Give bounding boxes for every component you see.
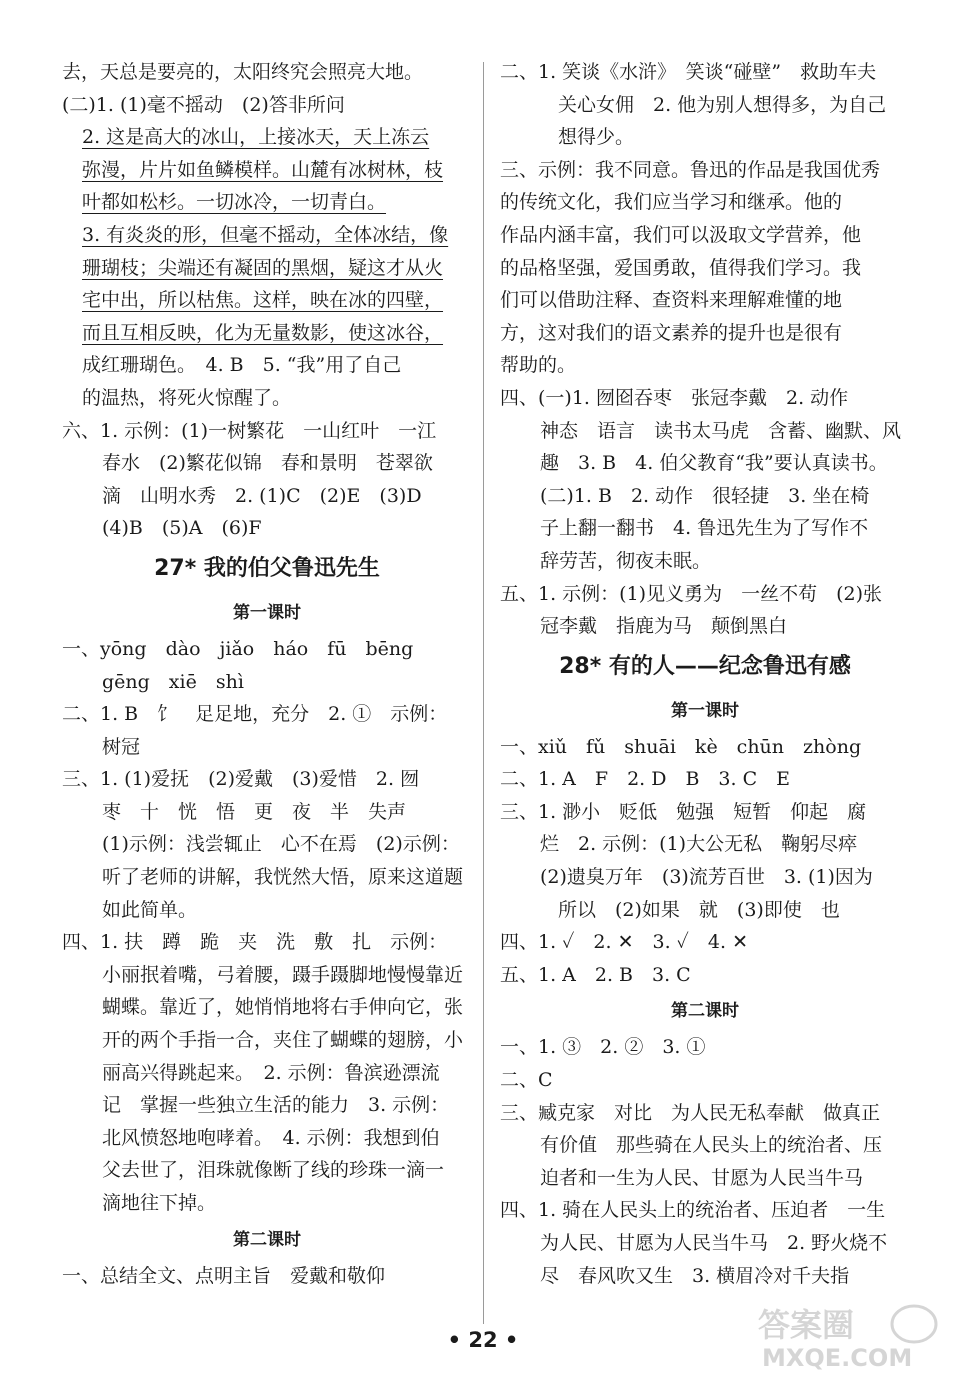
answer-line: 小丽抿着嘴，弓着腰，蹑手蹑脚地慢慢靠近 [102, 963, 464, 986]
answer-line: 滴 山明水秀 2. (1)C (2)E (3)D [102, 484, 422, 507]
answer-line: 为人民、甘愿为人民当牛马 2. 野火烧不 [540, 1232, 888, 1254]
answer-line: 开的两个手指一合，夹住了蝴蝶的翅膀，小 [102, 1029, 464, 1052]
answer-line: gēng xiē shì [102, 670, 244, 693]
answer-line: 宅中出，所以枯焦。这样，映在冰的四壁， [82, 289, 444, 312]
answer-line: 四、(一)1. 囫囵吞枣 张冠李戴 2. 动作 [500, 386, 849, 409]
answer-line: 滴地往下掉。 [102, 1192, 217, 1214]
answer-line: 烂 2. 示例：(1)大公无私 鞠躬尽瘁 [540, 833, 858, 856]
answer-line: 三、臧克家 对比 为人民无私奉献 做真正 [500, 1101, 881, 1124]
answer-line: 一、yōng dào jiǎo háo fū bēng [62, 637, 414, 660]
answer-line: 四、1. ✓ 2. ✕ 3. ✓ 4. ✕ [500, 931, 749, 954]
left-column [62, 56, 472, 1292]
answer-line: 趣 3. B 4. 伯父教育“我”要认真读书。 [540, 452, 888, 475]
section-heading: 第一课时 [671, 700, 739, 721]
answer-line: 去，天总是要亮的，太阳终究会照亮大地。 [62, 61, 424, 83]
answer-line: 三、1. (1)爱抚 (2)爱戴 (3)爱惜 2. 囫 [62, 768, 420, 791]
answer-line: 辞劳苦，彻夜未眠。 [540, 549, 712, 572]
answer-line: 尽 春风吹又生 3. 横眉冷对千夫指 [540, 1264, 850, 1287]
answer-line: (4)B (5)A (6)F [102, 517, 262, 540]
answer-line: 五、1. 示例：(1)见义勇为 一丝不苟 (2)张 [500, 582, 882, 605]
lesson-title: 28* 有的人——纪念鲁迅有感 [559, 653, 851, 679]
answer-line: 神态 语言 读书太马虎 含蓄、幽默、风 [540, 419, 902, 442]
answer-line: 父去世了，泪珠就像断了线的珍珠一滴一 [102, 1159, 445, 1182]
watermark-logo [754, 1302, 944, 1372]
answer-line: 记 掌握一些独立生活的能力 3. 示例： [102, 1094, 450, 1117]
answer-line: 四、1. 扶 蹲 跪 夹 洗 敷 扎 示例： [62, 931, 448, 954]
column-divider [483, 62, 484, 1324]
answer-line: 春水 (2)繁花似锦 春和景明 苍翠欲 [102, 452, 433, 475]
answer-line: 弥漫，片片如鱼鳞模样。山麓有冰树林，枝 [82, 158, 444, 181]
answer-line: 一、xiǔ fǔ shuāi kè chūn zhòng [500, 735, 862, 758]
answer-line: 的传统文化，我们应当学习和继承。他的 [500, 191, 843, 214]
answer-line: 2. 这是高大的冰山，上接冰天，天上冻云 [82, 126, 430, 149]
section-heading: 第一课时 [233, 602, 301, 623]
answer-line: 的温热，将死火惊醒了。 [82, 386, 292, 409]
answer-line: 六、1. 示例：(1)一树繁花 一山红叶 一江 [62, 419, 437, 442]
answer-line: 树冠 [102, 735, 141, 758]
answer-line: 三、1. 渺小 贬低 勉强 短暂 仰起 腐 [500, 800, 867, 823]
page-number: • 22 • [447, 1328, 519, 1352]
answer-line: 迫者和一生为人民、甘愿为人民当牛马 [540, 1166, 864, 1189]
answer-line: 如此简单。 [102, 898, 198, 921]
lesson-title: 27* 我的伯父鲁迅先生 [154, 555, 380, 581]
answer-line: 帮助的。 [500, 354, 577, 377]
answer-line: 五、1. A 2. B 3. C [500, 963, 691, 986]
answer-line: 方，这对我们的语文素养的提升也是很有 [500, 321, 843, 344]
answer-line: 一、总结全文、点明主旨 爱戴和敬仰 [62, 1264, 386, 1287]
answer-line: 蝴蝶。靠近了，她悄悄地将右手伸向它，张 [102, 996, 464, 1019]
answer-line: 二、1. B 饣 足足地，充分 2. ① 示例： [62, 703, 448, 726]
answer-line: 的品格坚强，爱国勇敢，值得我们学习。我 [500, 256, 862, 279]
right-column [500, 56, 910, 1292]
answer-line: 成红珊瑚色。 4. B 5. “我”用了自己 [82, 354, 402, 377]
answer-line: (1)示例：浅尝辄止 心不在焉 (2)示例： [102, 833, 460, 856]
answer-line: 四、1. 骑在人民头上的统治者、压迫者 一生 [500, 1199, 886, 1222]
answer-line: 珊瑚枝；尖端还有凝固的黑烟，疑这才从火 [82, 256, 444, 279]
answer-line: 三、示例：我不同意。鲁迅的作品是我国优秀 [500, 158, 881, 181]
answer-line: 所以 (2)如果 就 (3)即使 也 [558, 898, 840, 921]
answer-line: 北风愤怒地咆哮着。 4. 示例：我想到伯 [102, 1126, 440, 1149]
answer-line: 子上翻一翻书 4. 鲁迅先生为了写作不 [540, 517, 869, 540]
answer-line: 叶都如松杉。一切冰冷，一切青白。 [82, 191, 387, 214]
answer-line: 们可以借助注释、查资料来理解难懂的地 [500, 289, 843, 312]
answer-line: 枣 十 恍 悟 更 夜 半 失声 [102, 800, 407, 823]
answer-line: (2)遗臭万年 (3)流芳百世 3. (1)因为 [540, 866, 873, 889]
section-heading: 第二课时 [233, 1229, 301, 1250]
answer-line: 一、1. ③ 2. ② 3. ① [500, 1036, 706, 1059]
svg-text:MXQE.COM: MXQE.COM [762, 1344, 913, 1372]
answer-line: 二、1. A F 2. D B 3. C E [500, 768, 791, 791]
answer-line: 听了老师的讲解，我恍然大悟，原来这道题 [102, 866, 464, 889]
answer-line: 关心女佣 2. 他为别人想得多，为自己 [558, 93, 887, 116]
answer-line: 二、C [500, 1069, 553, 1092]
answer-line: (二)1. (1)毫不摇动 (2)答非所问 [62, 93, 345, 116]
answer-line: 3. 有炎炎的形，但毫不摇动，全体冰结，像 [82, 223, 449, 246]
svg-text:答案圈: 答案圈 [758, 1306, 855, 1344]
answer-line: 丽高兴得跳起来。 2. 示例：鲁滨逊漂流 [102, 1061, 440, 1084]
section-heading: 第二课时 [671, 1001, 739, 1022]
answer-line: 有价值 那些骑在人民头上的统治者、压 [540, 1134, 883, 1157]
answer-line: (二)1. B 2. 动作 很轻捷 3. 坐在椅 [540, 484, 870, 507]
answer-line: 而且互相反映，化为无量数影，使这冰谷， [82, 321, 444, 344]
answer-line: 二、1. 笑谈《水浒》 笑谈“碰壁” 救助车夫 [500, 61, 877, 83]
answer-line: 冠李戴 指鹿为马 颠倒黑白 [540, 615, 788, 638]
answer-line: 想得少。 [558, 126, 635, 149]
answer-line: 作品内涵丰富，我们可以汲取文学营养，他 [500, 223, 862, 246]
